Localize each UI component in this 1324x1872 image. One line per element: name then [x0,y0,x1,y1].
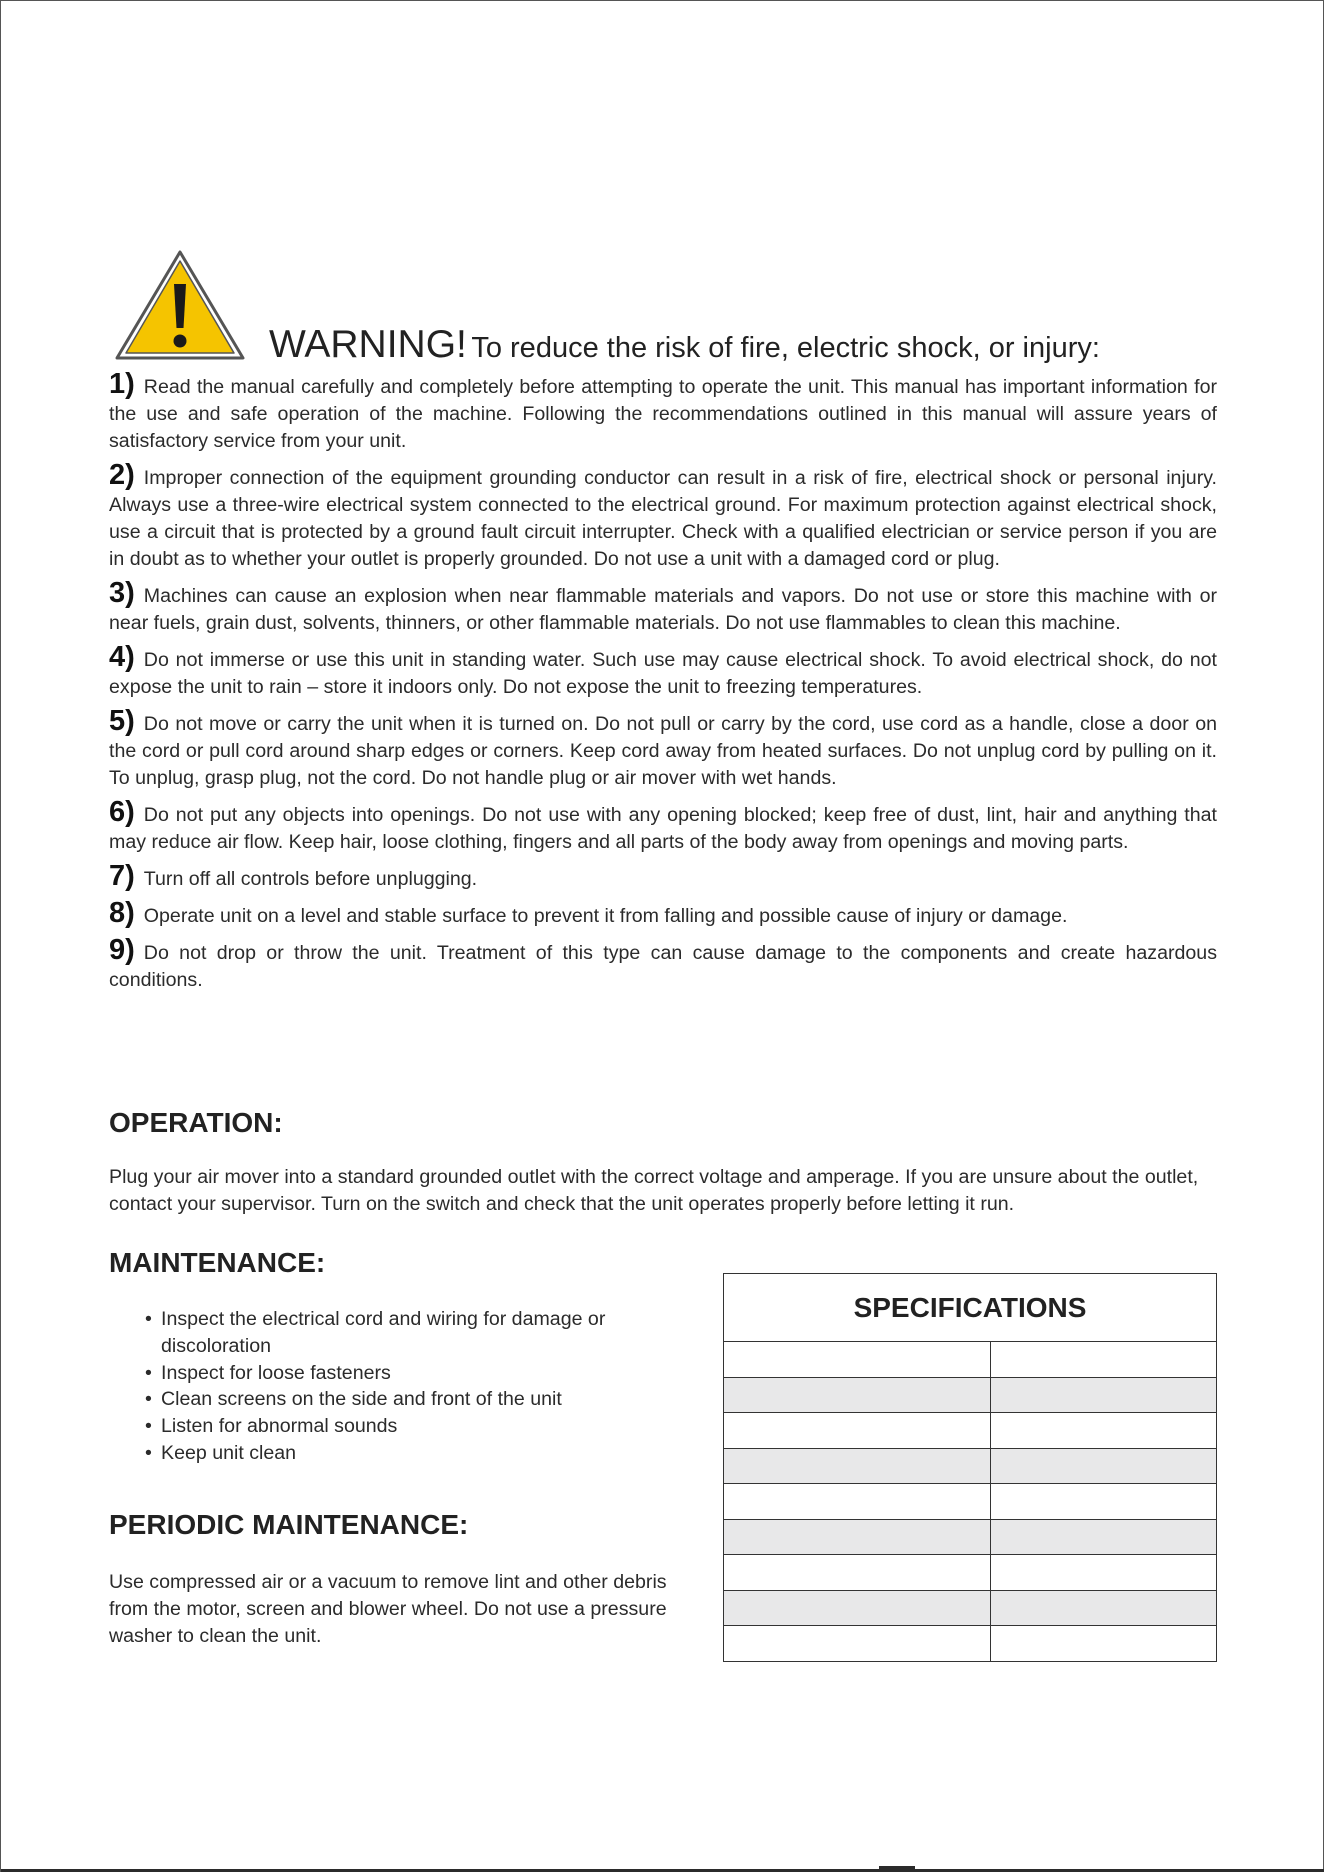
spec-row [724,1520,1216,1556]
spec-value-cell [991,1413,1216,1448]
bullet-icon: • [145,1361,152,1384]
warning-subtitle: To reduce the risk of fire, electric shock, or injury: [471,332,1100,364]
spec-label-cell [724,1591,991,1626]
bullet-icon: • [145,1441,152,1464]
warning-item [109,459,1217,573]
spec-label-cell [724,1520,991,1555]
warning-item [109,796,1217,856]
warning-item [109,577,1217,637]
spec-value-cell [991,1626,1216,1662]
warning-item-text: Turn off all controls before unplugging. [143,868,478,890]
spec-label-cell [724,1342,991,1377]
spec-row [724,1449,1216,1485]
warning-item [109,897,1217,930]
maintenance-item-text: Listen for abnormal sounds [161,1415,398,1438]
warning-item-number: 6) [109,796,135,828]
spec-row [724,1626,1216,1662]
warning-item-number: 2) [109,459,135,491]
warning-title: WARNING! [269,323,467,366]
warning-item-text: Operate unit on a level and stable surface to prevent it from falling and possible cause of injury or damage. [143,905,1068,927]
maintenance-item [145,1306,685,1360]
spec-row [724,1555,1216,1591]
warning-item-text: Improper connection of the equipment grounding conductor can result in a risk of fire, electrical shock or personal injury. Always use a three-wire electrical system connected to the electrical ground. For maximum protection against electrical shock, use a circuit that is protected by a ground fault circuit interrupter. Check with a qualified electrician or service person if you are in doubt as to whether your outlet is properly grounded. Do not use a unit with a damaged cord or plug. [109,467,1217,570]
spec-value-cell [991,1378,1216,1413]
periodic-maintenance-text: Use compressed air or a vacuum to remove lint and other debris from the motor, screen and blower wheel. Do not use a pressure washer to clean the unit. [109,1571,667,1647]
bullet-icon: • [145,1415,152,1438]
warning-item [109,934,1217,994]
page-bottom-mark [879,1866,915,1869]
spec-label-cell [724,1484,991,1519]
warning-item-number: 4) [109,641,135,673]
warning-item [109,860,1217,893]
warning-item-text: Do not immerse or use this unit in standing water. Such use may cause electrical shock. To avoid electrical shock, do not expose the unit to rain – store it indoors only. Do not expose the unit to freezing temperatures. [109,649,1217,698]
spec-value-cell [991,1591,1216,1626]
spec-label-cell [724,1378,991,1413]
maintenance-item [145,1360,685,1387]
spec-label-cell [724,1413,991,1448]
warning-item-number: 8) [109,897,135,929]
maintenance-heading: MAINTENANCE: [109,1247,326,1278]
warning-item-text: Do not move or carry the unit when it is turned on. Do not pull or carry by the cord, use cord as a handle, close a door on the cord or pull cord around sharp edges or corners. Keep cord away from heated surfaces. Do not unplug cord by pulling on it. To unplug, grasp plug, not the cord. Do not handle plug or air mover with wet hands. [109,713,1217,789]
spec-value-cell [991,1555,1216,1590]
warning-item-number: 9) [109,934,135,966]
warning-triangle-icon [113,248,247,362]
maintenance-item [145,1440,685,1467]
warning-item-number: 3) [109,577,135,609]
maintenance-item [145,1386,685,1413]
warning-item-number: 1) [109,368,135,400]
spec-value-cell [991,1520,1216,1555]
operation-heading: OPERATION: [109,1107,283,1138]
periodic-maintenance-heading: PERIODIC MAINTENANCE: [109,1509,469,1540]
specifications-rows [724,1342,1216,1662]
warning-item-text: Do not drop or throw the unit. Treatment of this type can cause damage to the components and create hazardous conditions. [109,942,1217,991]
warning-item-text: Read the manual carefully and completely before attempting to operate the unit. This manual has important information for the use and safe operation of the machine. Following the recommendations outlined in this manual will assure years of satisfactory service from your unit. [109,376,1217,452]
maintenance-list [145,1306,685,1467]
maintenance-item-text: Inspect the electrical cord and wiring for damage or discoloration [161,1308,606,1357]
warning-item-text: Do not put any objects into openings. Do not use with any opening blocked; keep free of dust, lint, hair and anything that may reduce air flow. Keep hair, loose clothing, fingers and all parts of the body away from openings and moving parts. [109,804,1217,853]
spec-row [724,1484,1216,1520]
spec-row [724,1378,1216,1414]
specifications-heading: SPECIFICATIONS [724,1274,1216,1342]
warning-list [109,368,1217,1001]
spec-label-cell [724,1449,991,1484]
spec-label-cell [724,1555,991,1590]
spec-value-cell [991,1342,1216,1377]
bullet-icon: • [145,1388,152,1411]
warning-item-text: Machines can cause an explosion when near flammable materials and vapors. Do not use or store this machine with or near fuels, grain dust, solvents, thinners, or other flammable materials. Do not use flammables to clean this machine. [109,585,1217,634]
warning-item-number: 5) [109,705,135,737]
maintenance-item-text: Keep unit clean [161,1441,297,1464]
warning-item [109,368,1217,455]
warning-heading [269,323,1100,367]
spec-value-cell [991,1449,1216,1484]
spec-row [724,1413,1216,1449]
spec-label-cell [724,1626,991,1662]
maintenance-item-text: Clean screens on the side and front of the unit [161,1388,562,1411]
bullet-icon: • [145,1308,152,1330]
operation-text: Plug your air mover into a standard grounded outlet with the correct voltage and amperage. If you are unsure about the outlet, contact your supervisor. Turn on the switch and check that the unit operates properly before letting it run. [109,1166,1199,1215]
spec-row [724,1342,1216,1378]
warning-item [109,705,1217,792]
specifications-table [723,1273,1217,1662]
spec-row [724,1591,1216,1627]
spec-value-cell [991,1484,1216,1519]
maintenance-item-text: Inspect for loose fasteners [161,1361,391,1384]
warning-item-number: 7) [109,860,135,892]
warning-item [109,641,1217,701]
maintenance-item [145,1413,685,1440]
